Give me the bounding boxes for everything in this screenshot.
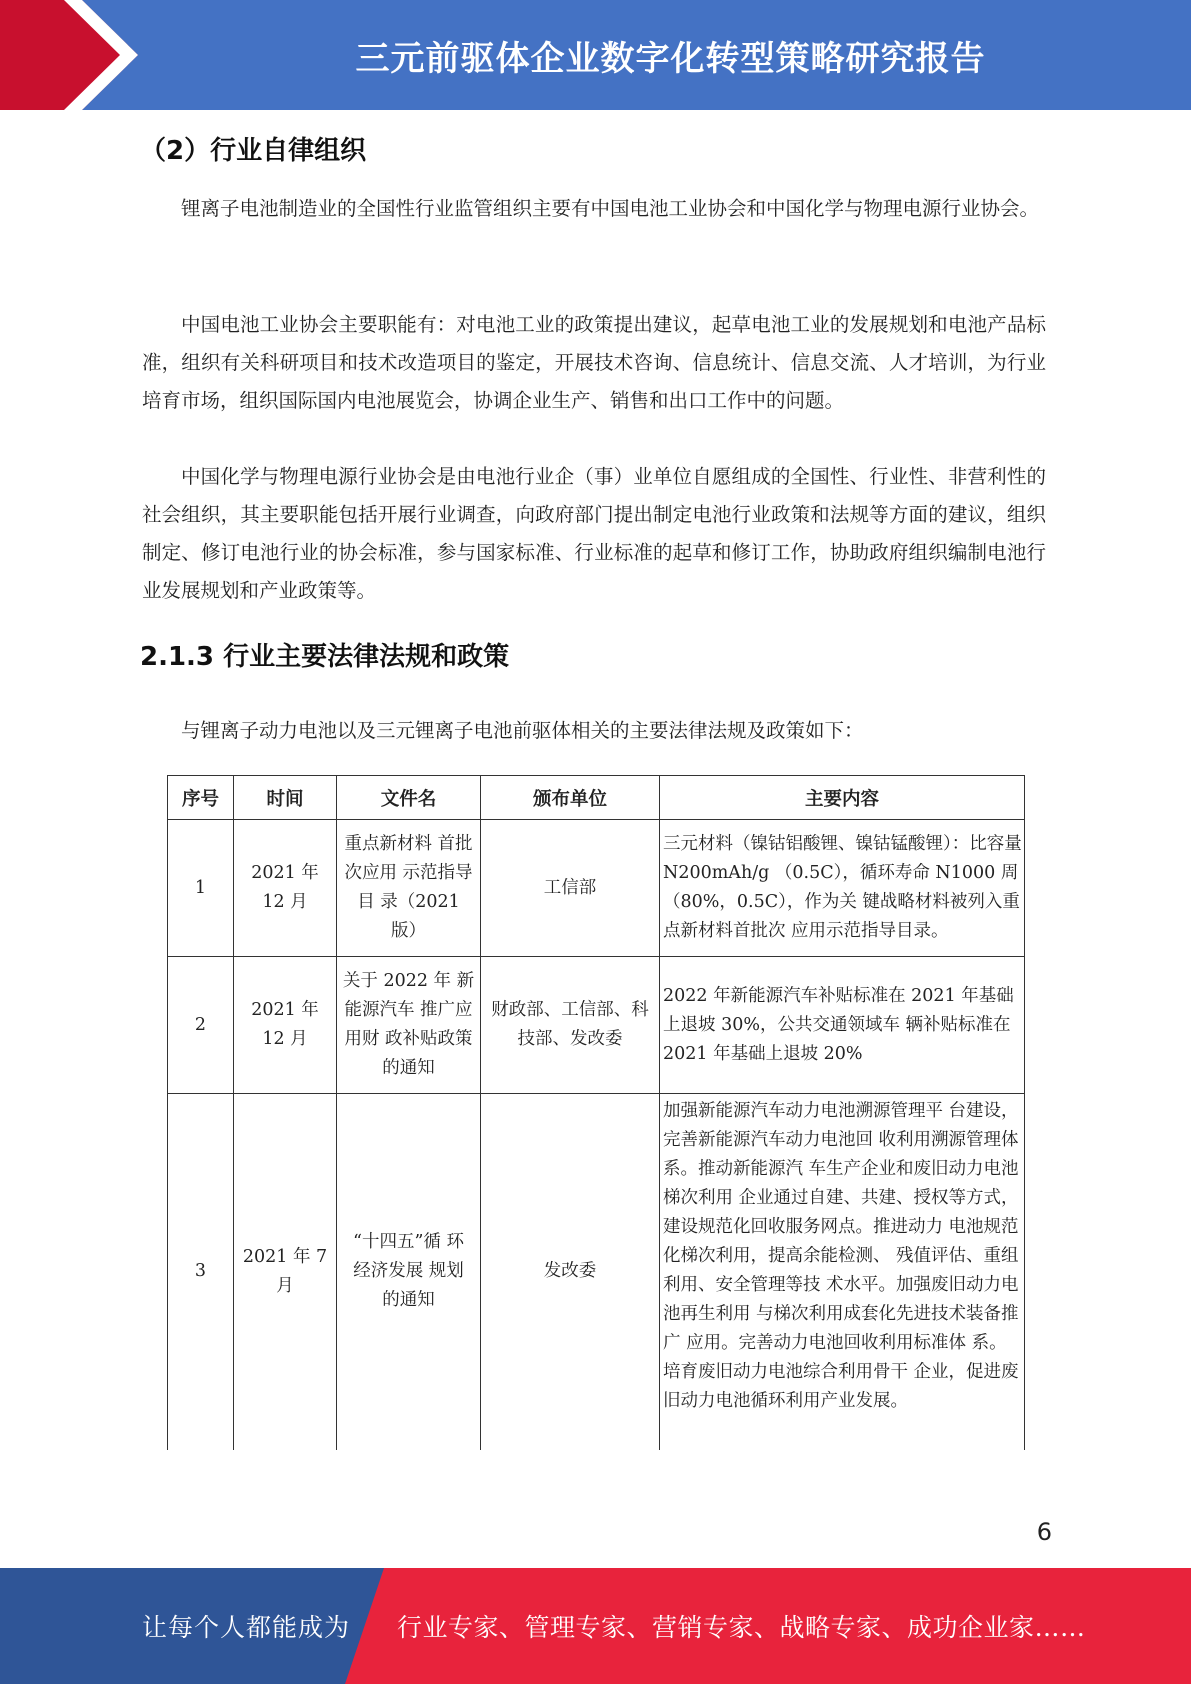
subsection-heading: （2）行业自律组织 bbox=[140, 136, 367, 166]
col-header-content: 主要内容 bbox=[660, 776, 1025, 820]
cell-doc: 关于 2022 年 新能源汽车 推广应用财 政补贴政策 的通知 bbox=[337, 957, 481, 1094]
law-policy-table bbox=[167, 775, 1025, 1450]
paragraph-3: 中国化学与物理电源行业协会是由电池行业企（事）业单位自愿组成的全国性、行业性、非营利性的社会组织，其主要职能包括开展行业调查，向政府部门提出制定电池行业政策和法规等方面的建议，组织制定、修订电池行业的协会标准，参与国家标准、行业标准的起草和修订工作，协助政府组织编制电池行业发展规划和产业政策等。 bbox=[142, 465, 1046, 602]
paragraph-2: 中国电池工业协会主要职能有：对电池工业的政策提出建议，起草电池工业的发展规划和电池产品标准，组织有关科研项目和技术改造项目的鉴定，开展技术咨询、信息统计、信息交流、人才培训，为行业培育市场，组织国际国内电池展览会，协调企业生产、销售和出口工作中的问题。 bbox=[142, 313, 1046, 412]
cell-doc: 重点新材料 首批次应用 示范指导目 录（2021 版） bbox=[337, 820, 481, 957]
cell-no: 2 bbox=[168, 957, 234, 1094]
col-header-issuer: 颁布单位 bbox=[481, 776, 660, 820]
cell-issuer: 工信部 bbox=[481, 820, 660, 957]
page-footer bbox=[0, 1568, 1191, 1684]
cell-doc: “十四五”循 环经济发展 规划的通知 bbox=[337, 1094, 481, 1450]
cell-no: 3 bbox=[168, 1094, 234, 1450]
footer-slogan-right: 行业专家、管理专家、营销专家、战略专家、成功企业家…… bbox=[397, 1613, 1086, 1642]
cell-time: 2021 年 12 月 bbox=[234, 820, 337, 957]
col-header-time: 时间 bbox=[234, 776, 337, 820]
table-intro: 与锂离子动力电池以及三元锂离子电池前驱体相关的主要法律法规及政策如下： bbox=[181, 719, 864, 742]
table-header-row bbox=[168, 776, 1025, 820]
col-header-doc: 文件名 bbox=[337, 776, 481, 820]
cell-issuer: 发改委 bbox=[481, 1094, 660, 1450]
page-header bbox=[0, 0, 1191, 110]
cell-content: 加强新能源汽车动力电池溯源管理平 台建设，完善新能源汽车动力电池回 收利用溯源管理体系。推动新能源汽 车生产企业和废旧动力电池梯次利用 企业通过自建、共建、授权等方式， 建设规范化回收服务网点。推进动力 电池规范化梯次利用，提高余能检测、 残值评估、重组利用、安全管理等技 术水平。加强废旧动力电池再生利用 与梯次利用成套化先进技术装备推广 应用。完善动力电池回收利用标准体 系。培育废旧动力电池综合利用骨干 企业，促进废旧动力电池循环利用产业发展。 bbox=[660, 1094, 1025, 1450]
col-header-no: 序号 bbox=[168, 776, 234, 820]
table-row bbox=[168, 820, 1025, 957]
cell-no: 1 bbox=[168, 820, 234, 957]
cell-content: 2022 年新能源汽车补贴标准在 2021 年基础上退坡 30%，公共交通领域车 辆补贴标准在 2021 年基础上退坡 20% bbox=[660, 957, 1025, 1094]
page-number: 6 bbox=[1036, 1518, 1052, 1546]
section-heading: 2.1.3 行业主要法律法规和政策 bbox=[140, 642, 510, 672]
table-row bbox=[168, 957, 1025, 1094]
cell-issuer: 财政部、工信部、科技部、发改委 bbox=[481, 957, 660, 1094]
footer-slogan-left: 让每个人都能成为 bbox=[142, 1613, 351, 1642]
header-chevron-icon bbox=[0, 0, 150, 110]
report-title: 三元前驱体企业数字化转型策略研究报告 bbox=[355, 38, 986, 79]
cell-time: 2021 年 7 月 bbox=[234, 1094, 337, 1450]
paragraph-1: 锂离子电池制造业的全国性行业监管组织主要有中国电池工业协会和中国化学与物理电源行业协会。 bbox=[181, 197, 1040, 220]
cell-time: 2021 年 12 月 bbox=[234, 957, 337, 1094]
cell-content: 三元材料（镍钴铝酸锂、镍钴锰酸锂）：比容量 N200mAh/g （0.5C），循环寿命 N1000 周（80%，0.5C），作为关 键战略材料被列入重点新材料首批次 应用示范指导目录。 bbox=[660, 820, 1025, 957]
table-row bbox=[168, 1094, 1025, 1450]
